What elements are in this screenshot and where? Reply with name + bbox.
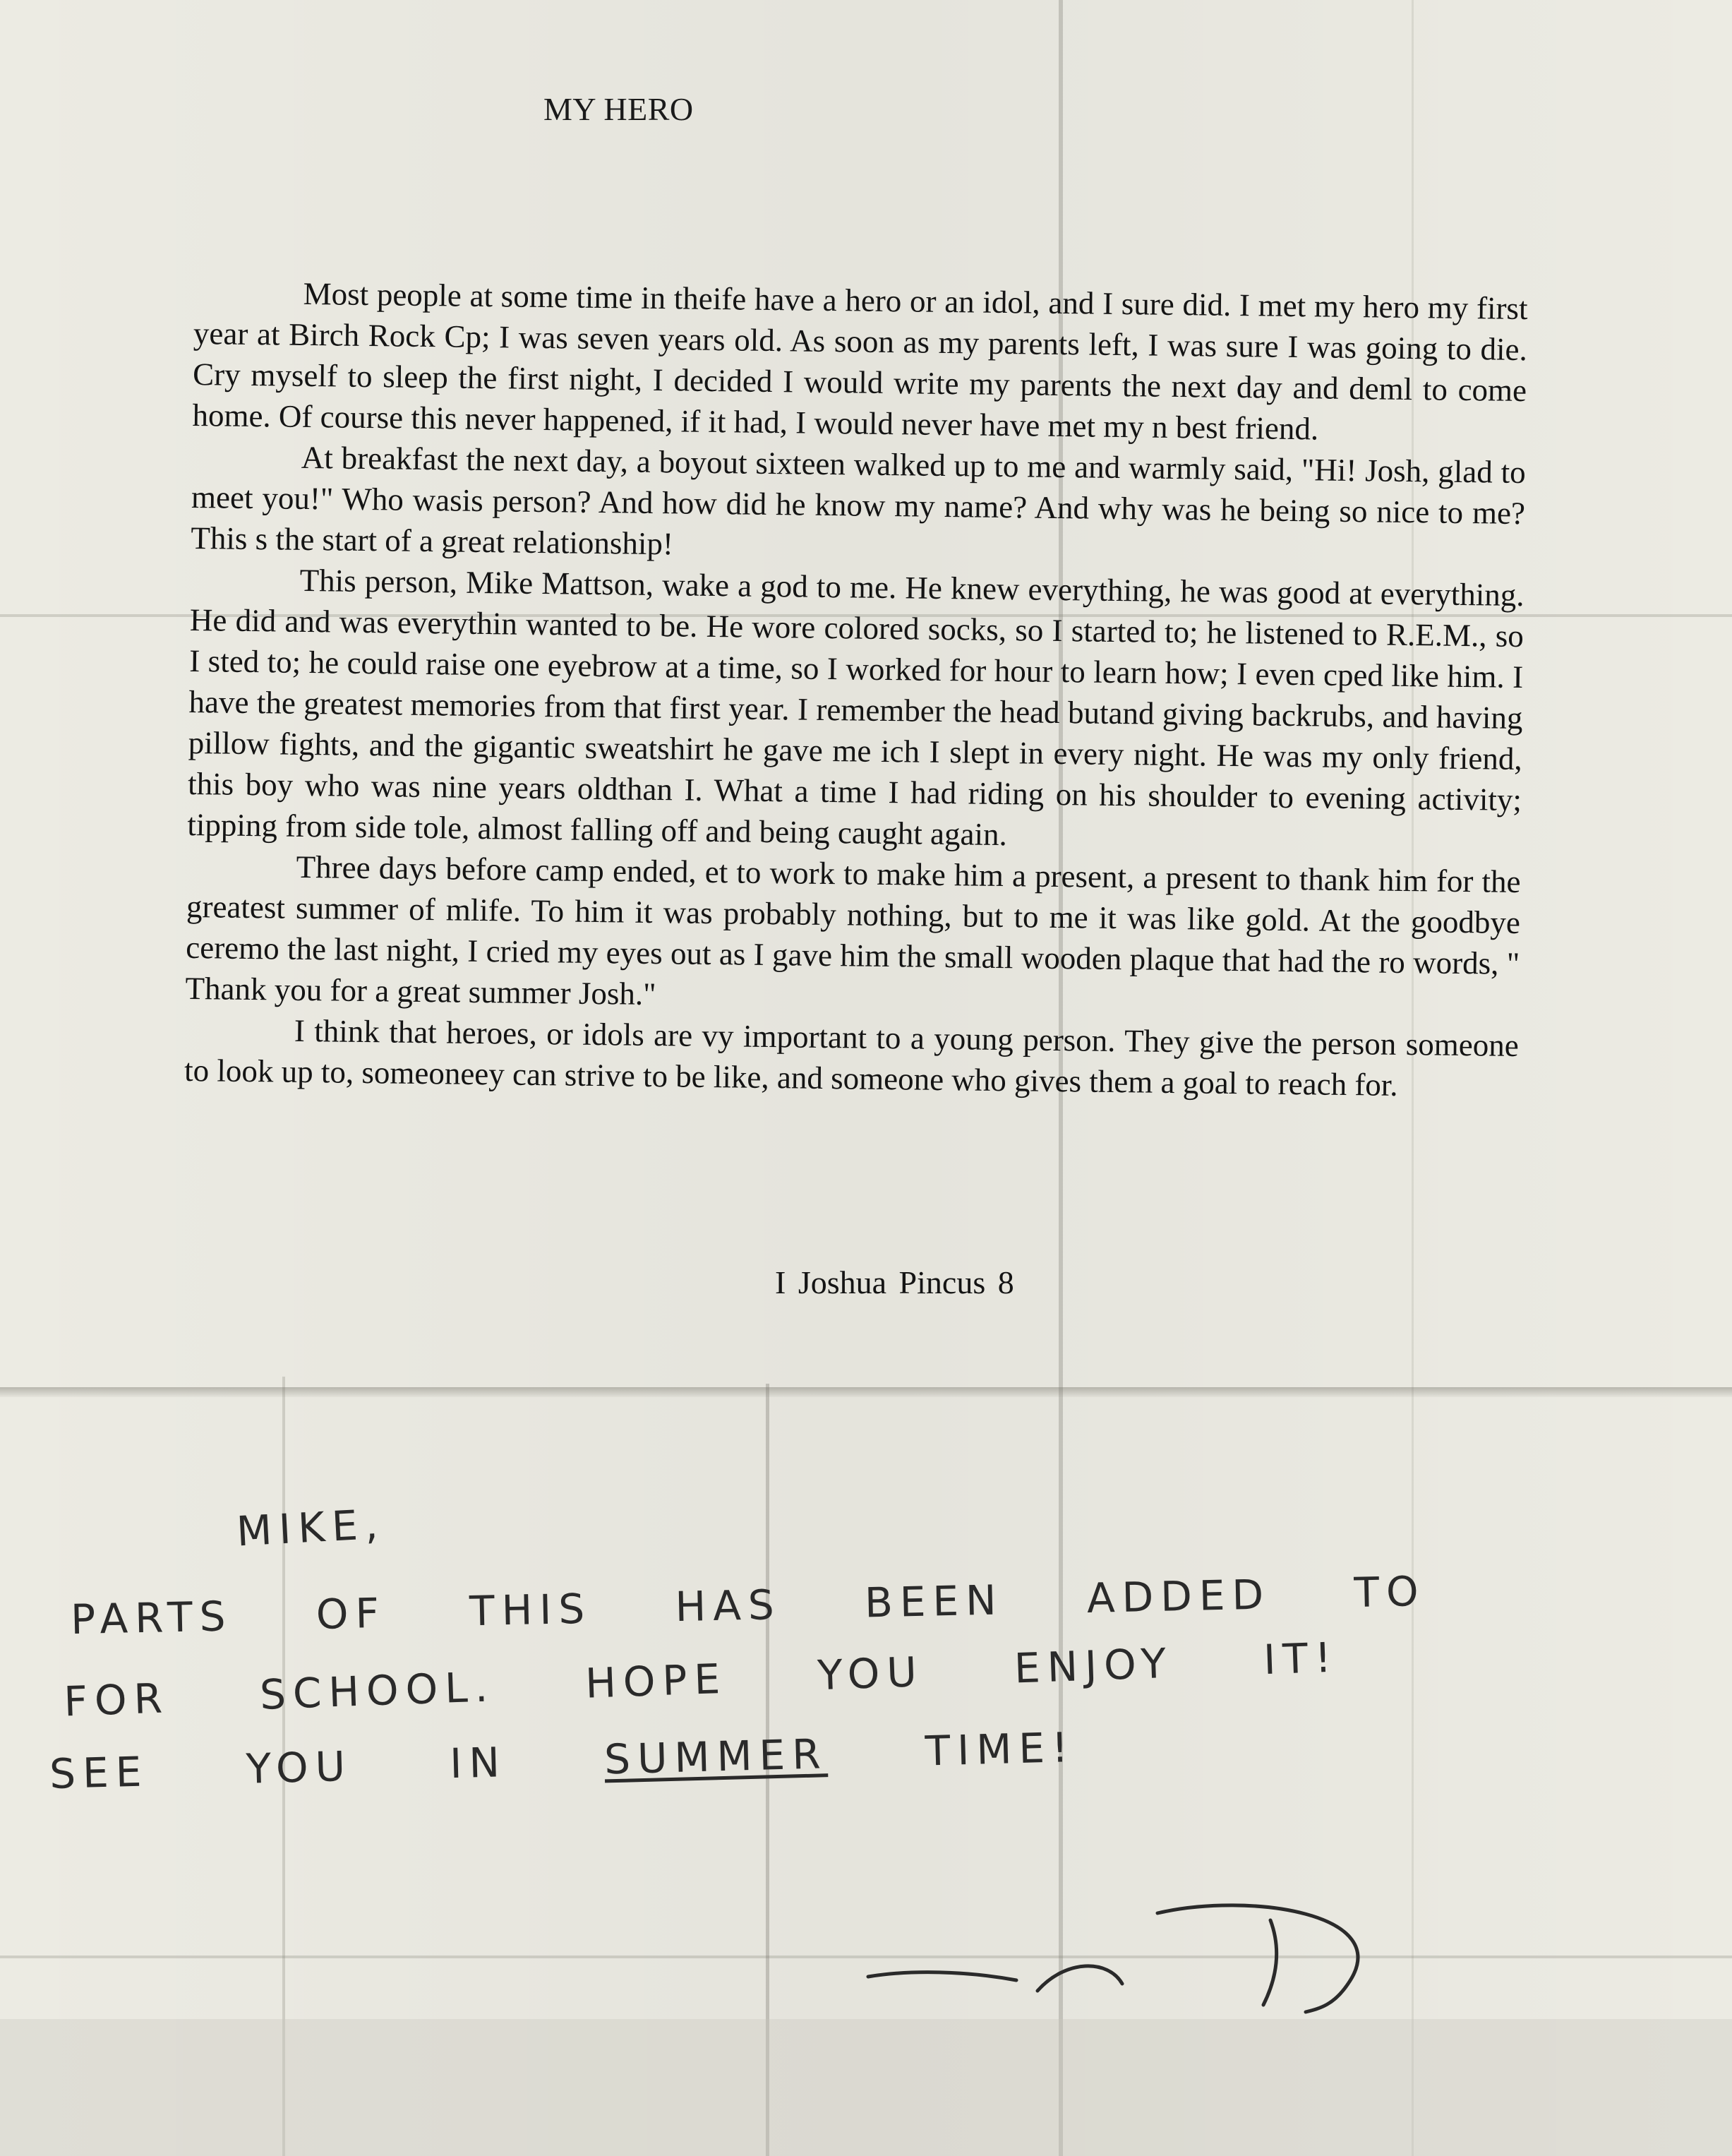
essay-paragraph: This person, Mike Mattson, wake a god to me. He knew everything, he was good at everything. He did and was everythin wanted to be. He wore colored socks, so I started to; he listened to R.E.M., so I sted to; he could raise one eyebrow at a time, so I worked for hour to learn how; I even cped like him. I have the greatest memories from that first year. I remember the head butand giving backrubs, and having pillow fights, and the gigantic sweatshirt he gave me ich I slept in every night. He was my only friend, this boy who was nine years oldthan I. What a time I had riding on his shoulder to evening activity; tipping from side tole, almost falling off and being caught again. (187, 562, 1524, 853)
author-byline: I Joshua Pincus 8 (775, 1264, 1014, 1300)
essay-body (184, 272, 1528, 1107)
essay-paragraph: Three days before camp ended, et to work to make him a present, a present to thank him for the greatest summer of mlife. To him it was probably nothing, but to me it was like gold. At the goodbye ceremo the last night, I cried my eyes out as I gave him the small wooden plaque that had the ro words, " Thank you for a great summer Josh." (185, 849, 1521, 1012)
handwritten-signature (854, 1892, 1390, 2061)
essay-paragraph: I think that heroes, or idols are vy important to a young person. They give the person someone to look up to, someoneey can strive to be like, and someone who gives them a goal to reach for. (184, 1012, 1520, 1103)
essay-paragraph: At breakfast the next day, a boyout sixteen walked up to me and warmly said, "Hi! Josh, glad to meet you!" Who wasis person? And how did he know my name? And why was he being so nice to me? This s the start of a great relationship! (191, 439, 1526, 562)
handwritten-text: TIME! (826, 1723, 1076, 1778)
essay-paragraph: Most people at some time in theife have a hero or an idol, and I sure did. I met my hero my first year at Birch Rock Cp; I was seven years old. As soon as my parents left, I was sure I was going to die. Cry myself to sleep the first night, I decided I would write my parents the next day and deml to come home. Of course this never happened, if it had, I would never have met my n best friend. (192, 275, 1528, 447)
handwritten-line: PARTS OF THIS HAS BEEN ADDED TO (70, 1567, 1426, 1644)
essay-title: MY HERO (543, 91, 694, 127)
handwritten-line: FOR SCHOOL. HOPE YOU ENJOY IT! (63, 1633, 1340, 1726)
handwritten-underlined-word: SUMMER (603, 1730, 829, 1784)
fold-line-horizontal (0, 1387, 1732, 1397)
handwritten-text: SEE YOU IN (49, 1735, 606, 1799)
handwritten-line (49, 1723, 1076, 1798)
handwritten-greeting: MIKE, (235, 1499, 386, 1556)
